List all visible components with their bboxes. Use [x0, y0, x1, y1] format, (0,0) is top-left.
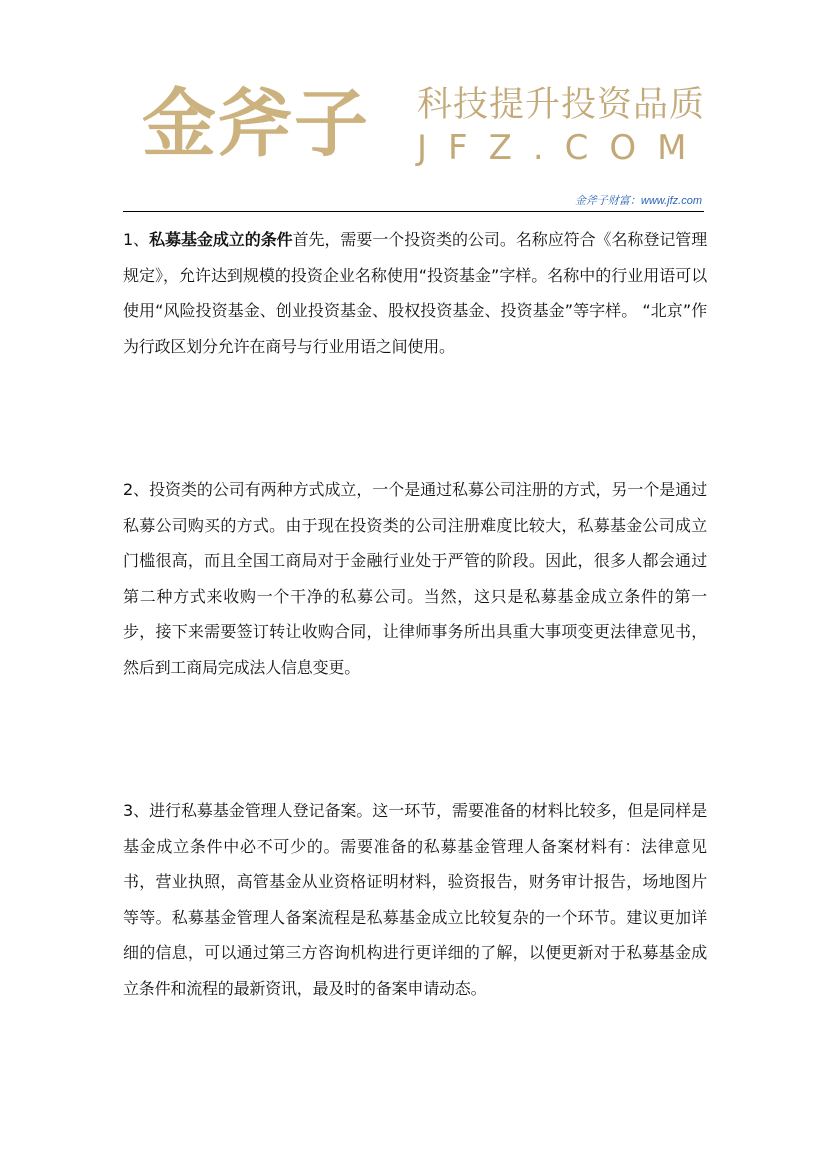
logo-domain: JFZ.COM [417, 128, 708, 168]
jfz-logo [142, 81, 412, 167]
paragraph-1 [123, 222, 707, 364]
document-body [123, 222, 707, 1006]
page-header [0, 0, 827, 215]
logo-text: 金斧子 [142, 81, 370, 167]
site-link[interactable]: 金斧子财富：www.jfz.com [574, 195, 702, 207]
paragraph-1-prefix: 1、 [123, 230, 150, 249]
paragraph-2: 2、投资类的公司有两种方式成立，一个是通过私募公司注册的方式，另一个是通过私募公司购买的方式。由于现在投资类的公司注册难度比较大，私募基金公司成立门槛很高，而且全国工商局对于金融行业处于严管的阶段。因此，很多人都会通过第二种方式来收购一个干净的私募公司。当然，这只是私募基金成立条件的第一步，接下来需要签订转让收购合同，让律师事务所出具重大事项变更法律意见书，然后到工商局完成法人信息变更。 [123, 480, 707, 677]
logo-slogan: 科技提升投资品质 [417, 85, 706, 124]
paragraph-3: 3、进行私募基金管理人登记备案。这一环节，需要准备的材料比较多，但是同样是基金成立条件中必不可少的。需要准备的私募基金管理人备案材料有：法律意见书，营业执照，高管基金从业资格证明材料，验资报告，财务审计报告，场地图片等等。私募基金管理人备案流程是私募基金成立比较复杂的一个环节。建议更加详细的信息，可以通过第三方咨询机构进行更详细的了解，以便更新对于私募基金成立条件和流程的最新资讯，最及时的备案申请动态。 [123, 801, 707, 998]
paragraph-1-text: 首先，需要一个投资类的公司。名称应符合《名称登记管理规定》，允许达到规模的投资企业名称使用“投资基金”字样。名称中的行业用语可以使用“风险投资基金、创业投资基金、股权投资基金、投资基金”等字样。 “北京”作为行政区划分允许在商号与行业用语之间使用。 [123, 230, 708, 356]
header-divider [123, 211, 704, 212]
paragraph-1-heading: 私募基金成立的条件 [149, 230, 293, 249]
